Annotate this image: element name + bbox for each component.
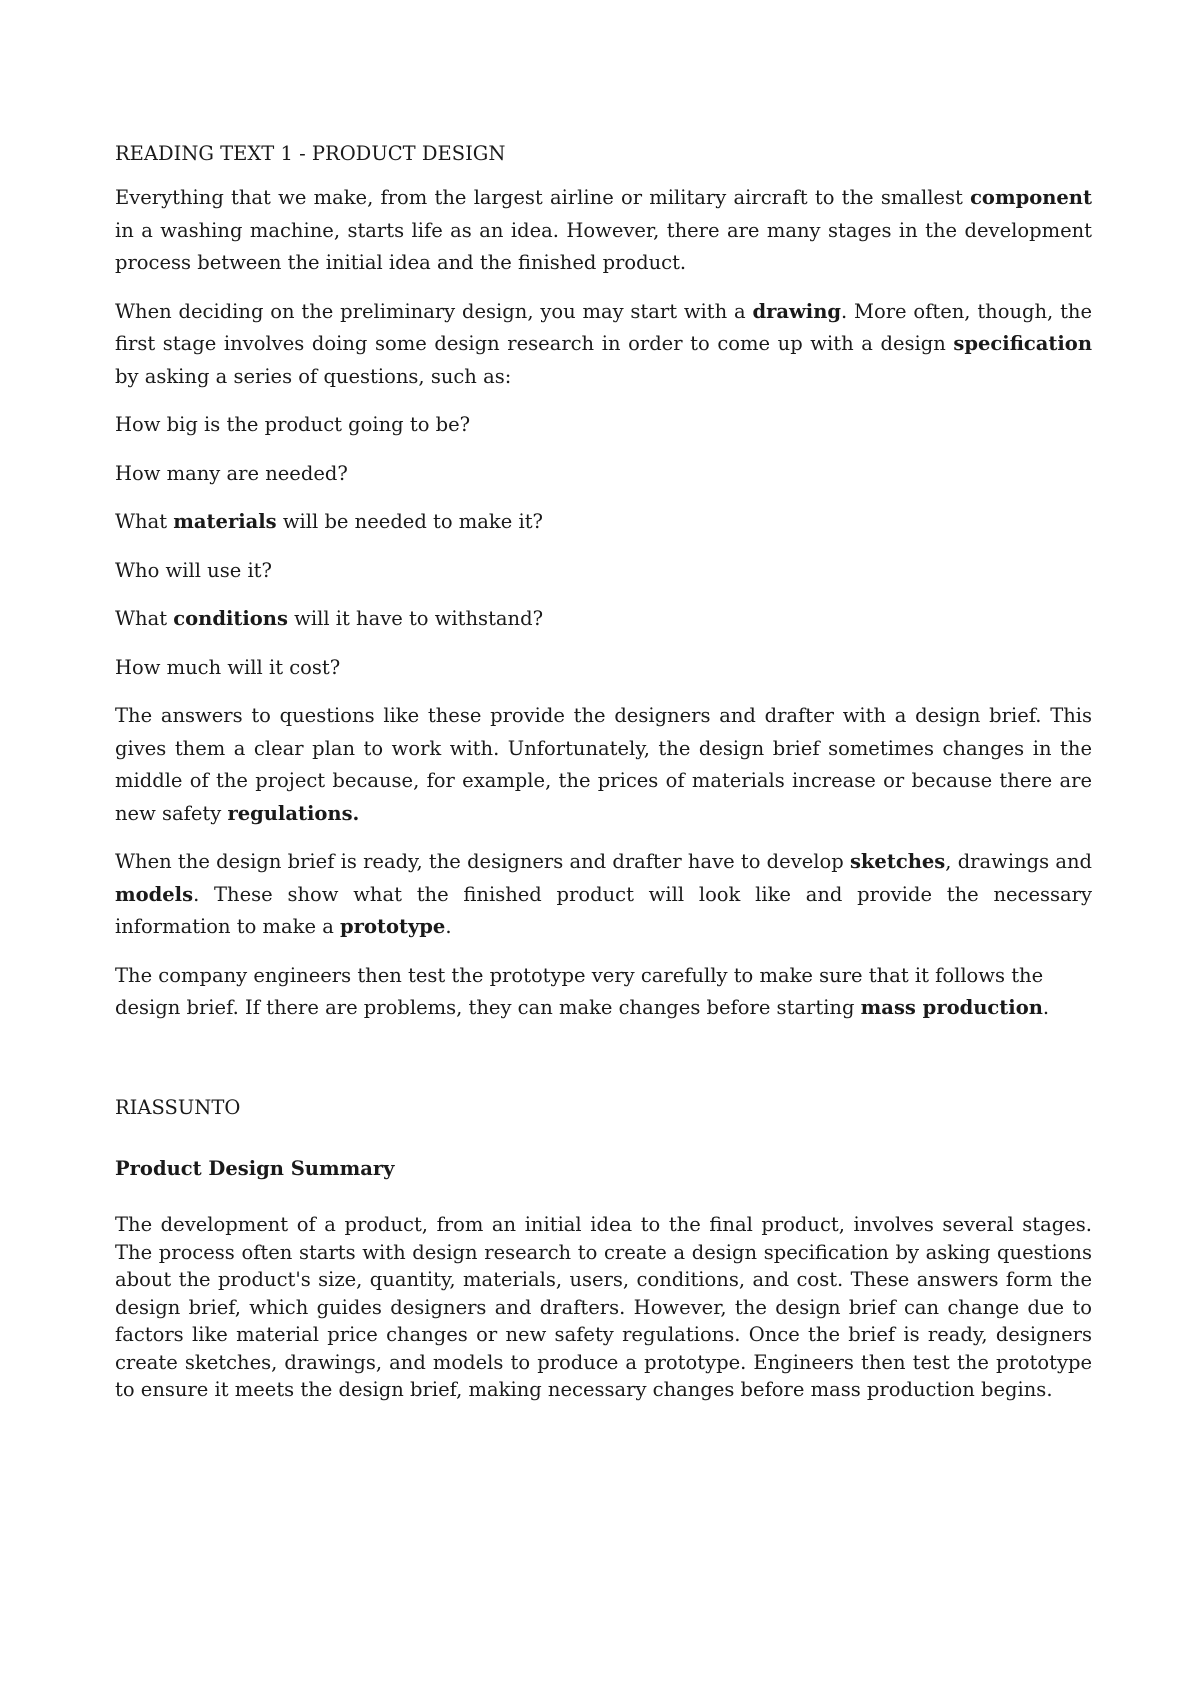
text-run: , drawings and <box>945 850 1092 874</box>
text-run: Everything that we make, from the largest airline or military aircraft to the smallest <box>115 186 971 210</box>
keyword-sketches: sketches <box>849 850 946 874</box>
text-run: When the design brief is ready, the designers and drafter have to develop <box>115 850 850 874</box>
text-run: The answers to questions like these provide the designers and drafter with a design brief. This gives them a clear plan to work with. Unfortunately, the design brief sometimes changes in the middle of the project because, for example, the prices of materials increase or because there are new safety <box>115 704 1092 825</box>
text-run: will be needed to make it? <box>276 510 543 534</box>
keyword-mass-production: mass production <box>860 996 1043 1020</box>
paragraph-preliminary-design <box>115 296 1092 394</box>
section-label-riassunto: RIASSUNTO <box>115 1096 241 1119</box>
summary-body: The development of a product, from an initial idea to the final product, involves several stages. The process often starts with design research to create a design specification by asking questions about the product's size, quantity, materials, users, conditions, and cost. These answers form the design brief, which guides designers and drafters. However, the design brief can change due to factors like material price changes or new safety regulations. Once the brief is ready, designers create sketches, drawings, and models to produce a prototype. Engineers then test the prototype to ensure it meets the design brief, making necessary changes before mass production begins. <box>115 1213 1092 1401</box>
keyword-prototype: prototype <box>340 915 446 939</box>
text-run: by asking a series of questions, such as: <box>115 364 512 388</box>
question-cost: How much will it cost? <box>115 655 341 679</box>
text-run: in a washing machine, starts life as an idea. However, there are many stages in the development process between the initial idea and the finished product. <box>115 218 1092 275</box>
question-size: How big is the product going to be? <box>115 413 471 437</box>
reading-text <box>115 142 1092 1041</box>
keyword-drawing: drawing <box>752 299 842 323</box>
keyword-specification: specification <box>953 332 1092 356</box>
text-run: . More often, though, the first stage involves doing some design research in order to come up with a design <box>115 299 1093 356</box>
paragraph-testing <box>115 960 1092 1025</box>
text-run: will it have to withstand? <box>287 607 544 631</box>
keyword-materials: materials <box>173 510 277 534</box>
question-materials <box>115 506 1092 539</box>
reading-title: READING TEXT 1 - PRODUCT DESIGN <box>115 142 506 165</box>
text-run: The company engineers then test the prototype very carefully to make sure that it follows the design brief. If there are problems, they can make changes before starting <box>115 963 1044 1020</box>
question-users: Who will use it? <box>115 558 272 582</box>
keyword-regulations: regulations. <box>227 801 360 825</box>
text-run: What <box>115 607 174 631</box>
text-run: . These show what the finished product will look like and provide the necessary information to make a <box>115 882 1092 939</box>
paragraph-sketches <box>115 846 1092 944</box>
paragraph-design-brief <box>115 700 1092 830</box>
question-conditions <box>115 603 1092 636</box>
paragraph-intro <box>115 182 1092 280</box>
summary-title: Product Design Summary <box>115 1157 395 1180</box>
text-run: What <box>115 510 174 534</box>
question-quantity: How many are needed? <box>115 461 348 485</box>
text-run: When deciding on the preliminary design, you may start with a <box>115 299 753 323</box>
keyword-models: models <box>115 882 194 906</box>
text-run: . <box>445 915 452 939</box>
text-run: . <box>1042 996 1050 1020</box>
keyword-component: component <box>970 186 1092 210</box>
keyword-conditions: conditions <box>173 607 288 631</box>
